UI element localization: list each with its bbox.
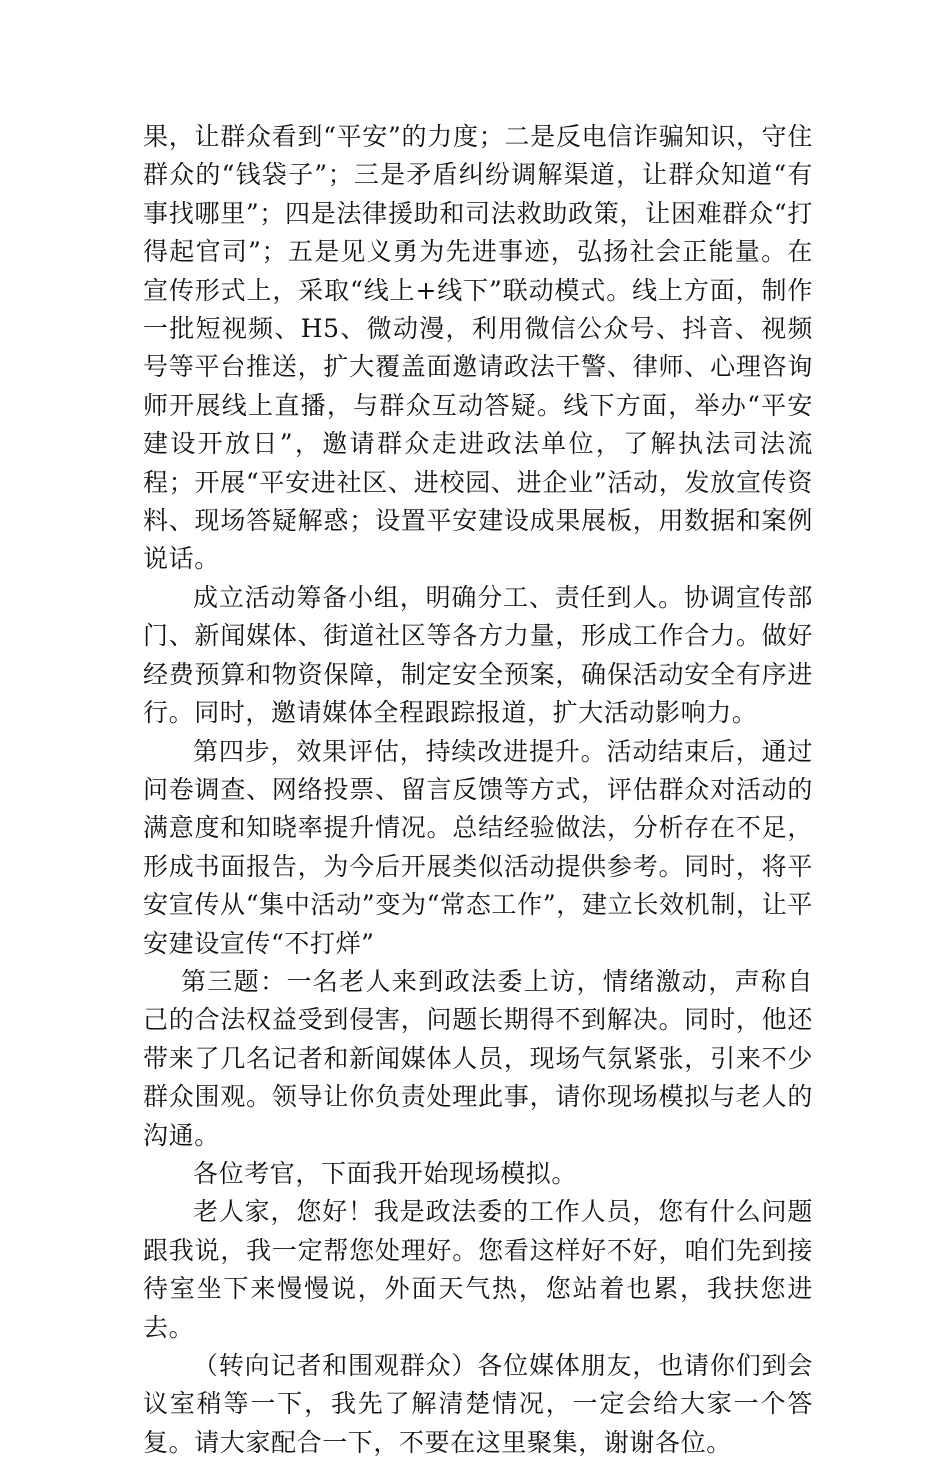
paragraph-simulation-start: 各位考官，下面我开始现场模拟。 (193, 1158, 578, 1188)
paragraph-address-media: （转向记者和围观群众）各位媒体朋友，也请你们到会议室稍等一下，我先了解清楚情况，一定会给大家一个答复。请大家配合一下，不要在这里聚集，谢谢各位。 (143, 1351, 813, 1457)
document-body (143, 118, 813, 1462)
paragraph-question-three: 第三题：一名老人来到政法委上访，情绪激动，声称自己的合法权益受到侵害，问题长期得不到解决。同时，他还带来了几名记者和新闻媒体人员，现场气氛紧张，引来不少群众围观。领导让你负责处理此事，请你现场模拟与老人的沟通。 (143, 966, 813, 1150)
paragraph-greeting-elder: 老人家，您好！我是政法委的工作人员，您有什么问题跟我说，我一定帮您处理好。您看这样好不好，咱们先到接待室坐下来慢慢说，外面天气热，您站着也累，我扶您进去。 (143, 1197, 813, 1342)
paragraph-step-four-evaluation: 第四步，效果评估，持续改进提升。活动结束后，通过问卷调查、网络投票、留言反馈等方式，评估群众对活动的满意度和知晓率提升情况。总结经验做法，分析存在不足，形成书面报告，为今后开展类似活动提供参考。同时，将平安宣传从“集中活动”变为“常态工作”，建立长效机制，让平安建设宣传“不打烊” (143, 736, 813, 958)
paragraph-preparation-group: 成立活动筹备小组，明确分工、责任到人。协调宣传部门、新闻媒体、街道社区等各方力量，形成工作合力。做好经费预算和物资保障，制定安全预案，确保活动安全有序进行。同时，邀请媒体全程跟踪报道，扩大活动影响力。 (143, 582, 813, 728)
paragraph-publicity-content: 果，让群众看到“平安”的力度；二是反电信诈骗知识，守住群众的“钱袋子”；三是矛盾纠纷调解渠道，让群众知道“有事找哪里”；四是法律援助和司法救助政策，让困难群众“打得起官司”；五是见义勇为先进事迹，弘扬社会正能量。在宣传形式上，采取“线上+线下”联动模式。线上方面，制作一批短视频、H5、微动漫，利用微信公众号、抖音、视频号等平台推送，扩大覆盖面邀请政法干警、律师、心理咨询师开展线上直播，与群众互动答疑。线下方面，举办“平安建设开放日”，邀请群众走进政法单位，了解执法司法流程；开展“平安进社区、进校园、进企业”活动，发放宣传资料、现场答疑解惑；设置平安建设成果展板，用数据和案例说话。 (143, 122, 813, 574)
